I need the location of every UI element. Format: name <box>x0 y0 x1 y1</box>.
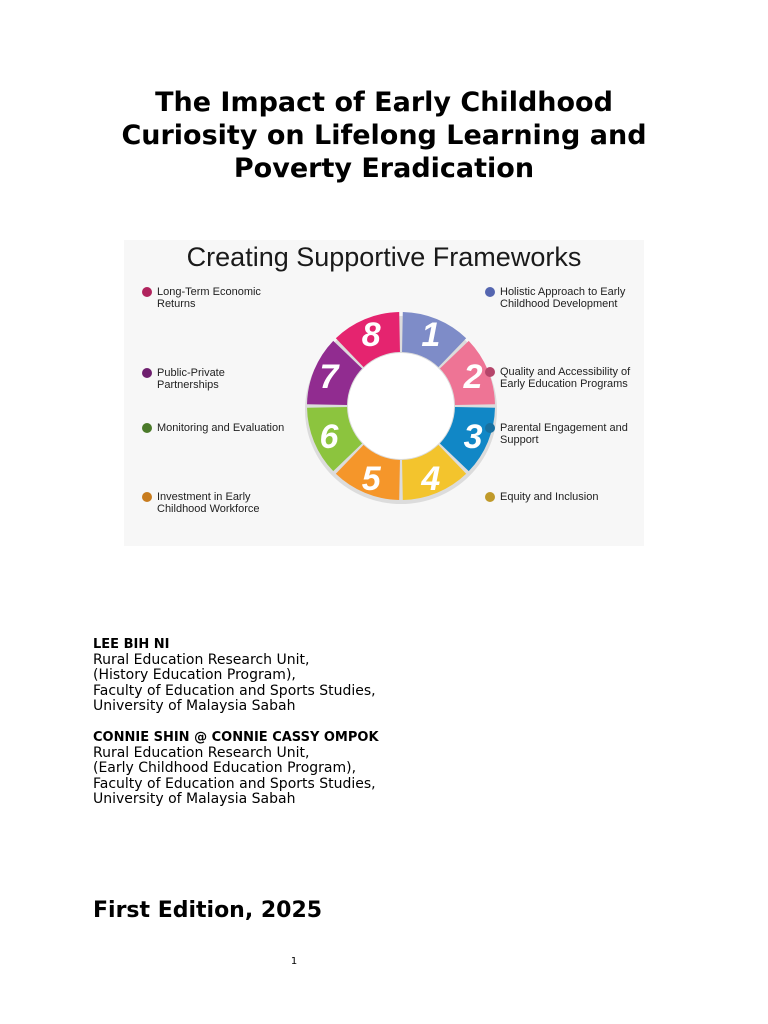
legend-label: Partnerships <box>157 379 219 391</box>
legend-dot <box>485 367 495 377</box>
legend-dot <box>142 287 152 297</box>
legend-label: Support <box>500 434 539 446</box>
ring-number-7: 7 <box>319 358 339 397</box>
author-block-1 <box>93 637 376 715</box>
ring-number-2: 2 <box>463 358 483 397</box>
ring-number-4: 4 <box>421 460 441 499</box>
ring-number-1: 1 <box>421 315 441 354</box>
page-number: 1 <box>290 956 298 967</box>
author-affiliation: University of Malaysia Sabah <box>93 698 296 715</box>
legend-label: Public-Private <box>157 367 225 379</box>
ring-number-6: 6 <box>319 417 339 456</box>
legend-dot <box>142 492 152 502</box>
ring-number-3: 3 <box>463 417 483 456</box>
legend-dot <box>142 423 152 433</box>
legend-label: Investment in Early <box>157 491 251 503</box>
legend-label: Returns <box>157 298 196 310</box>
legend-label: Parental Engagement and <box>500 422 628 434</box>
legend-dot <box>142 368 152 378</box>
ring-number-5: 5 <box>361 460 381 499</box>
legend-dot <box>485 423 495 433</box>
author-block-2 <box>93 730 379 808</box>
figure-title: Creating Supportive Frameworks <box>186 242 582 272</box>
author-affiliation: Rural Education Research Unit, <box>93 744 310 761</box>
ring-center <box>348 353 454 459</box>
legend-label: Childhood Development <box>500 298 618 310</box>
title-line: Curiosity on Lifelong Learning and <box>121 120 647 151</box>
author-affiliation: (History Education Program), <box>93 667 296 684</box>
legend-label: Monitoring and Evaluation <box>157 422 285 434</box>
edition-label: First Edition, 2025 <box>93 898 323 923</box>
author-name: CONNIE SHIN @ CONNIE CASSY OMPOK <box>93 730 379 745</box>
author-affiliation: Faculty of Education and Sports Studies, <box>93 775 376 792</box>
legend-dot <box>485 287 495 297</box>
legend-label: Quality and Accessibility of <box>500 366 631 378</box>
title-line: The Impact of Early Childhood <box>155 87 613 118</box>
legend-label: Equity and Inclusion <box>500 491 599 503</box>
author-affiliation: Rural Education Research Unit, <box>93 651 310 668</box>
author-name: LEE BIH NI <box>93 637 170 652</box>
title-line: Poverty Eradication <box>233 153 535 184</box>
author-affiliation: University of Malaysia Sabah <box>93 791 296 808</box>
framework-figure <box>124 240 644 546</box>
author-affiliation: (Early Childhood Education Program), <box>93 760 357 777</box>
document-title <box>60 86 708 185</box>
legend-label: Early Education Programs <box>500 378 628 390</box>
legend-label: Holistic Approach to Early <box>500 286 626 298</box>
legend-dot <box>485 492 495 502</box>
legend-label: Long-Term Economic <box>157 286 261 298</box>
author-affiliation: Faculty of Education and Sports Studies, <box>93 682 376 699</box>
legend-label: Childhood Workforce <box>157 503 260 515</box>
ring-number-8: 8 <box>361 315 381 354</box>
